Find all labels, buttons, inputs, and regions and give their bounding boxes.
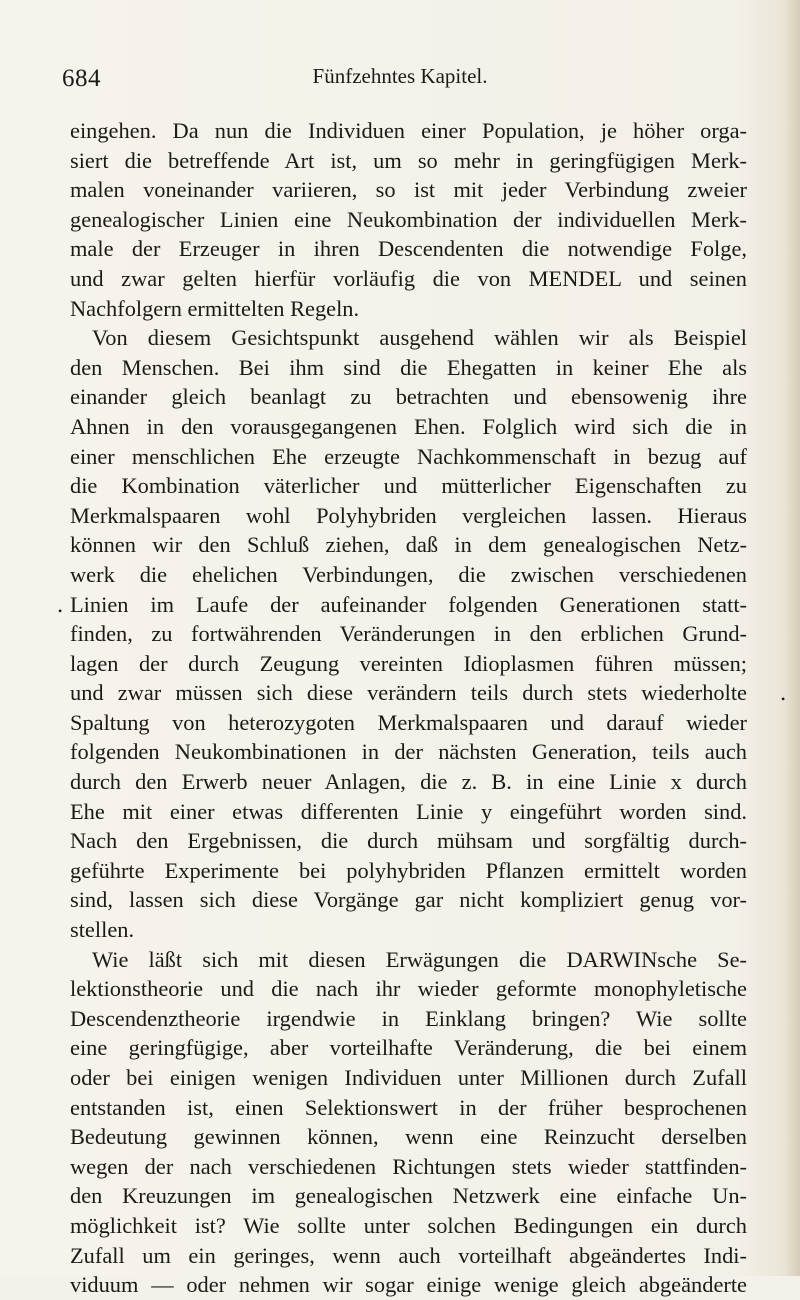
text-line: folgenden Neukombinationen in der nächsten Generation, teils auch bbox=[70, 739, 747, 765]
text-line: lagen der durch Zeugung vereinten Idioplasmen führen müssen; bbox=[70, 650, 747, 676]
text-line: male der Erzeuger in ihren Descendenten die notwendige Folge, bbox=[70, 236, 747, 262]
text-line: viduum — oder nehmen wir sogar einige wenige gleich abgeänderte bbox=[70, 1272, 747, 1298]
text-line: eine geringfügige, aber vorteilhafte Veränderung, die bei einem bbox=[70, 1035, 747, 1061]
text-line: Zufall um ein geringes, wenn auch vorteilhaft abgeändertes Indi- bbox=[70, 1242, 747, 1268]
text-line: finden, zu fortwährenden Veränderungen in den erblichen Grund- bbox=[70, 621, 747, 647]
text-line: durch den Erwerb neuer Anlagen, die z. B. in eine Linie x durch bbox=[70, 769, 747, 795]
page-edge-shadow bbox=[786, 0, 800, 1276]
text-line: Ehe mit einer etwas differenten Linie y eingeführt worden sind. bbox=[70, 798, 747, 824]
text-line: Descendenztheorie irgendwie in Einklang bringen? Wie sollte bbox=[70, 1005, 747, 1031]
right-margin-dot: • bbox=[781, 692, 786, 706]
text-line: wegen der nach verschiedenen Richtungen stets wieder stattfinden- bbox=[70, 1153, 747, 1179]
running-head: Fünfzehntes Kapitel. bbox=[312, 64, 488, 88]
text-line: Linien im Laufe der aufeinander folgenden Generationen statt- bbox=[70, 591, 747, 617]
text-line: malen voneinander variieren, so ist mit jeder Verbindung zweier bbox=[70, 177, 747, 203]
text-line: werk die ehelichen Verbindungen, die zwischen verschiedenen bbox=[70, 561, 747, 587]
text-line: sind, lassen sich diese Vorgänge gar nicht kompliziert genug vor- bbox=[70, 887, 747, 913]
text-line: lektionstheorie und die nach ihr wieder geformte monophyletische bbox=[70, 976, 747, 1002]
text-line: Nachfolgern ermittelten Regeln. bbox=[70, 295, 360, 321]
text-line: siert die betreffende Art ist, um so mehr in geringfügigen Merk- bbox=[70, 147, 747, 173]
text-line: Spaltung von heterozygoten Merkmalspaaren und darauf wieder bbox=[70, 709, 747, 735]
text-line: Nach den Ergebnissen, die durch mühsam und sorgfältig durch- bbox=[70, 828, 747, 854]
text-line: stellen. bbox=[70, 917, 135, 943]
text-line: den Menschen. Bei ihm sind die Ehegatten in keiner Ehe als bbox=[70, 354, 747, 380]
page-number: 684 bbox=[62, 65, 101, 92]
text-line: und zwar müssen sich diese verändern teils durch stets wiederholte bbox=[70, 680, 747, 706]
text-line: den Kreuzungen im genealogischen Netzwerk eine einfache Un- bbox=[70, 1183, 747, 1209]
text-line: Bedeutung gewinnen können, wenn eine Reinzucht derselben bbox=[70, 1124, 747, 1150]
text-line: können wir den Schluß ziehen, daß in dem genealogischen Netz- bbox=[70, 532, 747, 558]
text-line: einer menschlichen Ehe erzeugte Nachkommenschaft in bezug auf bbox=[70, 443, 747, 469]
text-line: Von diesem Gesichtspunkt ausgehend wählen wir als Beispiel bbox=[92, 325, 747, 351]
text-line: Ahnen in den vorausgegangenen Ehen. Folglich wird sich die in bbox=[70, 413, 747, 439]
text-line: Merkmalspaaren wohl Polyhybriden vergleichen lassen. Hieraus bbox=[70, 502, 747, 528]
text-line: eingehen. Da nun die Individuen einer Population, je höher orga- bbox=[70, 118, 747, 143]
body-text bbox=[70, 116, 747, 1300]
text-line: entstanden ist, einen Selektionswert in der früher besprochenen bbox=[70, 1094, 747, 1120]
text-line: die Kombination väterlicher und mütterlicher Eigenschaften zu bbox=[70, 473, 747, 499]
text-line: und zwar gelten hierfür vorläufig die von MENDEL und seinen bbox=[70, 265, 747, 291]
text-line: möglichkeit ist? Wie sollte unter solchen Bedingungen ein durch bbox=[70, 1212, 747, 1238]
text-line: geführte Experimente bei polyhybriden Pflanzen ermittelt worden bbox=[70, 857, 747, 883]
text-line: einander gleich beanlagt zu betrachten und ebensowenig ihre bbox=[70, 384, 747, 410]
text-line: genealogischer Linien eine Neukombination der individuellen Merk- bbox=[70, 206, 747, 232]
left-margin-dot: • bbox=[58, 604, 63, 618]
text-line: Wie läßt sich mit diesen Erwägungen die DARWINsche Se- bbox=[92, 946, 747, 972]
text-line: oder bei einigen wenigen Individuen unter Millionen durch Zufall bbox=[70, 1065, 747, 1090]
